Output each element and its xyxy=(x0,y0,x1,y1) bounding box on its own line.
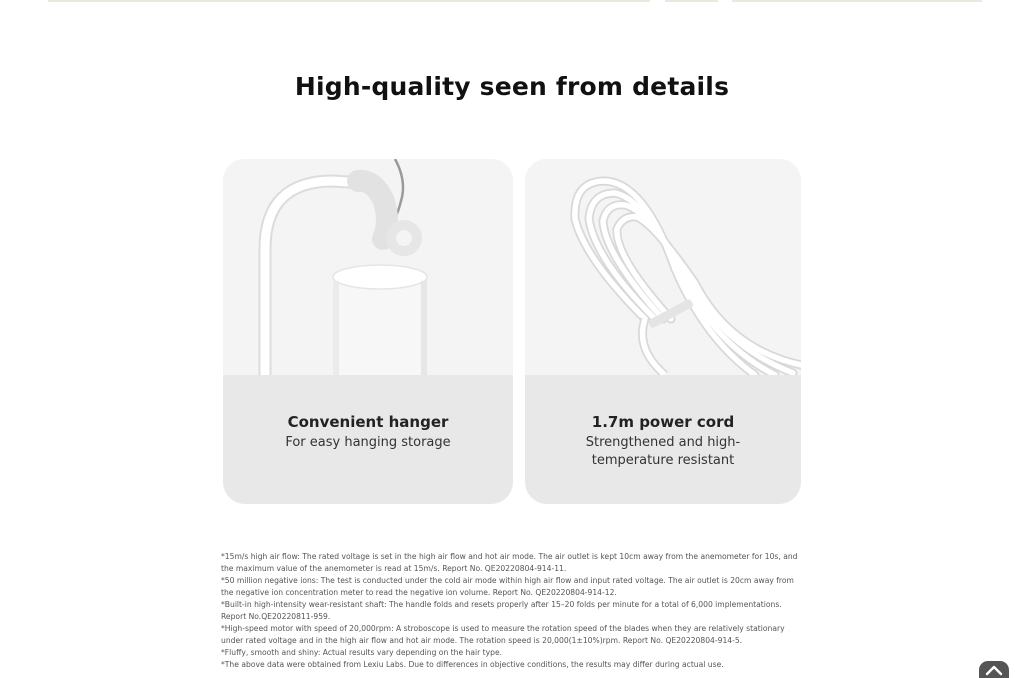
card-subtitle: For easy hanging storage xyxy=(285,435,451,450)
card-subtitle: Strengthened and high-temperature resistant xyxy=(585,435,741,468)
top-divider-strip xyxy=(0,0,1024,2)
footnotes xyxy=(221,551,801,671)
section-heading: High-quality seen from details xyxy=(294,72,730,101)
footnote: *50 million negative ions: The test is conducted under the cold air mode within high air flow and input rated voltage. The air outlet is 20cm away from the negative ion concentration meter to read the negative ion volume. Report No. QE20220804-914-12. xyxy=(221,576,794,597)
feature-card-hanger xyxy=(223,159,513,504)
footnote: *Fluffy, smooth and shiny: Actual results vary depending on the hair type. xyxy=(221,648,503,657)
back-to-top-button[interactable] xyxy=(979,661,1009,678)
chevron-up-icon xyxy=(979,661,1009,678)
card-title: Convenient hanger xyxy=(287,413,449,431)
card-text xyxy=(525,375,801,504)
feature-card-power-cord xyxy=(525,159,801,504)
footnote: *15m/s high air flow: The rated voltage is set in the high air flow and hot air mode. The air outlet is kept 10cm away from the anemometer for 10s, and the maximum value of the anemometer is read at 15m/s. Report No. QE20220804-914-11. xyxy=(221,552,798,573)
footnote: *High-speed motor with speed of 20,000rpm: A stroboscope is used to measure the rotation speed of the blades when they are relatively stationary under rated voltage and in the high air flow and hot air mode. The rotation speed is 20,000(1±10%)rpm. Report No. QE20220804-914-5. xyxy=(221,624,785,645)
coiled-cord-photo xyxy=(525,159,801,375)
footnote: *Built-in high-intensity wear-resistant shaft: The handle folds and resets properly after 15–20 folds per minute for a total of 6,000 implementations. Report No.QE20220811-959. xyxy=(221,600,782,621)
footnote: *The above data were obtained from Lexiu Labs. Due to differences in objective conditions, the results may differ during actual use. xyxy=(221,660,724,669)
card-title: 1.7m power cord xyxy=(591,413,735,431)
hanger-photo xyxy=(223,159,513,375)
card-text xyxy=(223,375,513,504)
